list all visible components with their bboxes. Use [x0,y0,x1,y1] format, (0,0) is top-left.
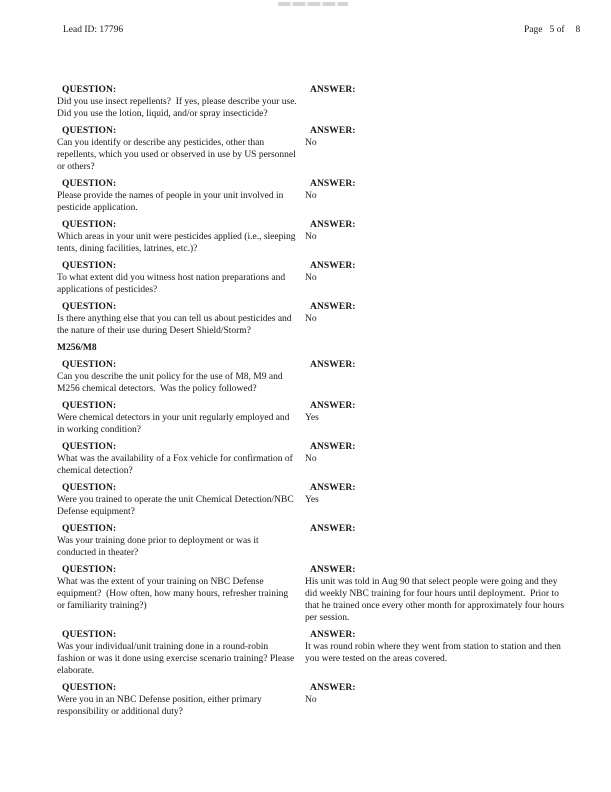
question-label: QUESTION: [62,401,117,411]
answer-column [305,482,569,518]
question-column [57,125,305,173]
question-label: QUESTION: [62,565,117,575]
question-text: Did you use insect repellents? If yes, please describe your use. Did you use the lotion, liquid, and/or spray insecticide? [57,97,302,119]
page-number-of: 5 of [549,25,565,35]
lead-id: Lead ID: 17796 [63,25,124,35]
section-header: M256/M8 [57,343,97,353]
question-label: QUESTION: [62,179,117,189]
question-text: Can you identify or describe any pesticides, other than repellents, which you used or observed in use by US personnel or others? [57,138,299,172]
answer-text: No [305,232,317,242]
answer-column [305,441,569,477]
qa-block [57,125,569,173]
answer-text: Yes [305,495,319,505]
answer-column [305,682,569,718]
question-label: QUESTION: [62,126,117,136]
question-label: QUESTION: [62,524,117,534]
answer-label: ANSWER: [310,302,356,312]
answer-column [305,629,569,677]
question-label: QUESTION: [62,442,117,452]
qa-block [57,178,569,214]
qa-block [57,84,569,120]
question-label: QUESTION: [62,85,117,95]
question-column [57,260,305,296]
answer-label: ANSWER: [310,261,356,271]
answer-label: ANSWER: [310,85,356,95]
qa-block [57,301,569,337]
qa-block [57,359,569,395]
answer-text: No [305,273,317,283]
qa-block [57,482,569,518]
answer-text: No [305,695,317,705]
question-label: QUESTION: [62,630,117,640]
answer-column [305,359,569,395]
question-column [57,523,305,559]
answer-text: No [305,314,317,324]
question-column [57,482,305,518]
question-column [57,441,305,477]
question-text: Is there anything else that you can tell us about pesticides and the nature of their use during Desert Shield/Storm? [57,314,294,336]
answer-text: His unit was told in Aug 90 that select people were going and they did weekly NBC training for four hours until deployment. Prior to that he trained once every other month for approximately four hours per session. [305,577,567,623]
answer-column [305,125,569,173]
answer-label: ANSWER: [310,565,356,575]
question-label: QUESTION: [62,220,117,230]
question-column [57,359,305,395]
question-text: Were you trained to operate the unit Chemical Detection/NBC Defense equipment? [57,495,297,517]
question-text: Please provide the names of people in your unit involved in pesticide application. [57,191,286,213]
answer-label: ANSWER: [310,442,356,452]
question-label: QUESTION: [62,302,117,312]
page-indicator [524,24,580,36]
question-text: Was your training done prior to deployment or was it conducted in theater? [57,536,261,558]
question-column [57,178,305,214]
answer-text: It was round robin where they went from station to station and then you were tested on the areas covered. [305,642,564,664]
page-total: 8 [575,25,581,35]
answer-column [305,564,569,624]
qa-block [57,629,569,677]
question-text: Were chemical detectors in your unit regularly employed and in working condition? [57,413,292,435]
question-column [57,564,305,624]
question-column [57,219,305,255]
question-text: Was your individual/unit training done in a round-robin fashion or was it done using exercise scenario training? Please elaborate. [57,642,297,676]
answer-label: ANSWER: [310,524,356,534]
qa-block [57,260,569,296]
answer-label: ANSWER: [310,220,356,230]
question-text: Which areas in your unit were pesticides applied (i.e., sleeping tents, dining facilities, latrines, etc.)? [57,232,298,254]
answer-label: ANSWER: [310,401,356,411]
question-text: Can you describe the unit policy for the use of M8, M9 and M256 chemical detectors. Was the policy followed? [57,372,285,394]
question-label: QUESTION: [62,261,117,271]
answer-text: No [305,138,317,148]
question-column [57,682,305,718]
question-column [57,629,305,677]
qa-block [57,400,569,436]
question-column [57,84,305,120]
answer-column [305,219,569,255]
answer-label: ANSWER: [310,483,356,493]
question-text: To what extent did you witness host nation preparations and applications of pesticides? [57,273,288,295]
answer-label: ANSWER: [310,360,356,370]
answer-column [305,301,569,337]
answer-column [305,523,569,559]
qa-block [57,219,569,255]
question-label: QUESTION: [62,683,117,693]
answer-text: Yes [305,413,319,423]
answer-text: No [305,191,317,201]
answer-label: ANSWER: [310,179,356,189]
answer-column [305,400,569,436]
question-label: QUESTION: [62,483,117,493]
page-word: Page [524,25,543,35]
answer-label: ANSWER: [310,630,356,640]
qa-block [57,682,569,718]
answer-label: ANSWER: [310,683,356,693]
qa-block [57,441,569,477]
question-text: What was the availability of a Fox vehicle for confirmation of chemical detection? [57,454,296,476]
question-text: Were you in an NBC Defense position, either primary responsibility or additional duty? [57,695,265,717]
answer-column [305,260,569,296]
qa-block [57,564,569,624]
question-column [57,301,305,337]
qa-block [57,523,569,559]
answer-label: ANSWER: [310,126,356,136]
question-column [57,400,305,436]
answer-column [305,178,569,214]
question-label: QUESTION: [62,360,117,370]
question-text: What was the extent of your training on NBC Defense equipment? (How often, how many hours, refresher training or familiarity training?) [57,577,291,611]
answer-text: No [305,454,317,464]
scan-artifact [278,2,348,6]
answer-column [305,84,569,120]
